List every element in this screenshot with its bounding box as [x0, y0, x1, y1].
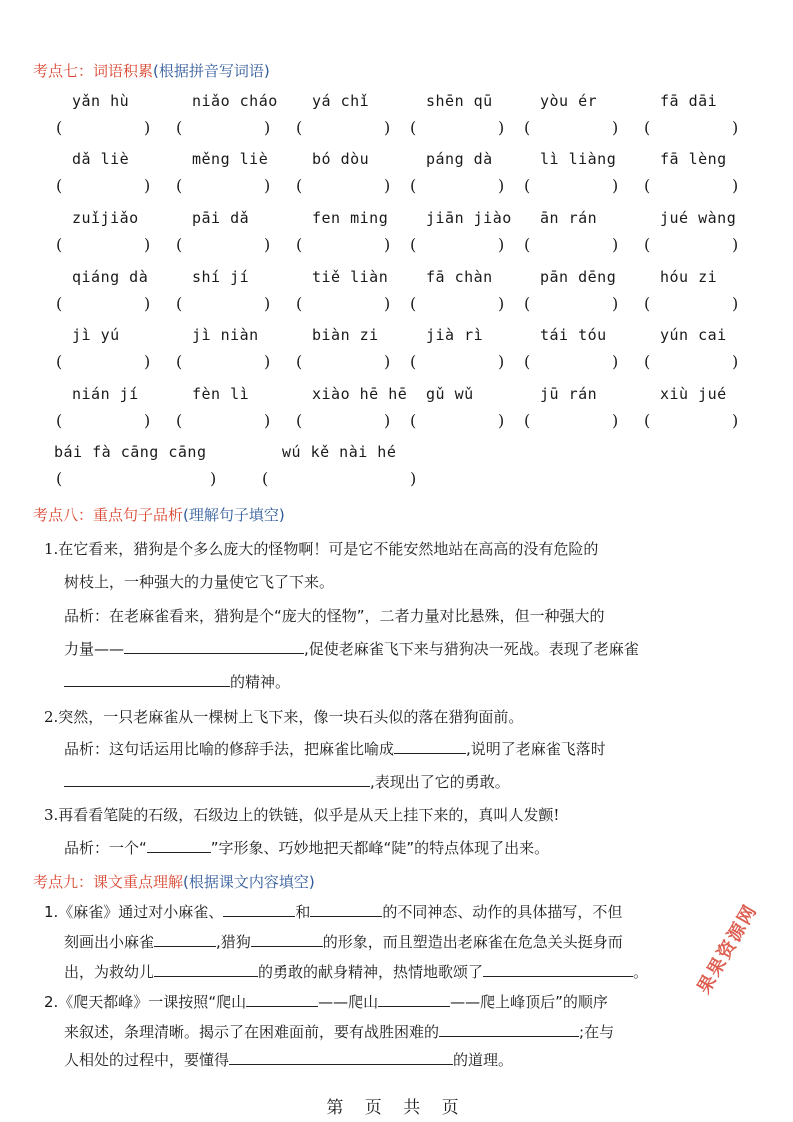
- answer-paren-open[interactable]: (: [644, 118, 651, 137]
- answer-paren-close[interactable]: ): [498, 352, 505, 371]
- section8-title-main: 考点八：重点句子品析: [33, 506, 184, 524]
- pinyin-label: fèn lì: [192, 385, 250, 403]
- answer-paren-open[interactable]: (: [644, 411, 651, 430]
- s8-q3-line1: 3.再看看笔陡的石级，石级边上的铁链，似乎是从天上挂下来的，真叫人发颤!: [44, 806, 560, 824]
- s8-q2-analysis-line1: [64, 738, 606, 759]
- pinyin-label: fā chàn: [426, 268, 493, 286]
- answer-paren-open[interactable]: (: [644, 176, 651, 195]
- s9-q2-blank1[interactable]: [246, 992, 318, 1007]
- s8-q3-a-text2: ”字形象、巧妙地把天都峰“陡”的特点体现了出来。: [210, 839, 550, 857]
- s8-q2-a2-text: ,表现出了它的勇敢。: [370, 773, 510, 791]
- answer-paren-close[interactable]: ): [144, 176, 151, 195]
- section9-title-main: 考点九：课文重点理解: [33, 873, 184, 891]
- answer-paren-close[interactable]: ): [498, 411, 505, 430]
- answer-paren-close[interactable]: ): [498, 235, 505, 254]
- answer-paren-open[interactable]: (: [56, 235, 63, 254]
- s9-q2-line2: [64, 1021, 614, 1042]
- s8-q1-line1: 1.在它看来，猎狗是个多么庞大的怪物啊！可是它不能安然地站在高高的没有危险的: [44, 540, 599, 558]
- s9-q1-l3-text2: 的勇敢的献身精神，热情地歌颂了: [258, 963, 484, 981]
- pinyin-label: pāi dǎ: [192, 209, 250, 227]
- answer-paren-close[interactable]: ): [732, 294, 739, 313]
- answer-paren-close[interactable]: ): [264, 118, 271, 137]
- pinyin-label: jū rán: [540, 385, 598, 403]
- s9-q1-line1: [44, 901, 622, 922]
- s9-q2-blank2[interactable]: [378, 992, 450, 1007]
- answer-paren-open[interactable]: (: [56, 294, 63, 313]
- answer-paren-open[interactable]: (: [644, 294, 651, 313]
- answer-paren-open[interactable]: (: [176, 352, 183, 371]
- answer-paren-close[interactable]: ): [384, 118, 391, 137]
- s8-q1-line2: 树枝上，一种强大的力量使它飞了下来。: [64, 573, 335, 591]
- s9-q2-l2-text2: ;在与: [579, 1023, 615, 1041]
- answer-paren-close[interactable]: ): [264, 294, 271, 313]
- s9-q1-l1-text3: 的不同神态、动作的具体描写，不但: [382, 903, 623, 921]
- s8-q1-blank2[interactable]: [64, 672, 230, 687]
- s9-q1-blank3[interactable]: [154, 932, 216, 947]
- answer-paren-close[interactable]: ): [264, 235, 271, 254]
- answer-paren-close[interactable]: ): [210, 469, 217, 488]
- pinyin-label: yǎn hù: [72, 92, 130, 110]
- s8-q1-a2-text1: 力量——: [64, 640, 125, 658]
- section8-title-sub: (理解句子填空): [183, 506, 285, 524]
- answer-paren-open[interactable]: (: [296, 411, 303, 430]
- answer-paren-open[interactable]: (: [56, 118, 63, 137]
- pinyin-label: dǎ liè: [72, 150, 130, 168]
- section7-title-sub: (根据拼音写词语): [153, 62, 270, 80]
- answer-paren-open[interactable]: (: [176, 235, 183, 254]
- answer-paren-close[interactable]: ): [498, 294, 505, 313]
- answer-paren-close[interactable]: ): [144, 118, 151, 137]
- answer-paren-open[interactable]: (: [410, 235, 417, 254]
- s9-q1-l3-text1: 出，为救幼儿: [64, 963, 155, 981]
- answer-paren-open[interactable]: (: [296, 118, 303, 137]
- pinyin-label: fā lèng: [660, 150, 727, 168]
- s9-q1-l2-text2: ,猎狗: [216, 933, 251, 951]
- answer-paren-close[interactable]: ): [612, 118, 619, 137]
- s9-q2-l1-text2: ——爬山: [318, 993, 379, 1011]
- answer-paren-close[interactable]: ): [612, 235, 619, 254]
- answer-paren-open[interactable]: (: [296, 294, 303, 313]
- pinyin-label: bó dòu: [312, 150, 370, 168]
- answer-paren-close[interactable]: ): [384, 235, 391, 254]
- page-footer: 第 页 共 页: [326, 1098, 467, 1118]
- s9-q2-l1-text1: 2.《爬天都峰》一课按照“爬山: [44, 993, 247, 1011]
- pinyin-label: bái fà cāng cāng: [54, 443, 207, 461]
- pinyin-label: jì yú: [72, 326, 120, 344]
- pinyin-label: niǎo cháo: [192, 92, 278, 110]
- s9-q2-blank4[interactable]: [229, 1050, 453, 1065]
- answer-paren-open[interactable]: (: [524, 352, 531, 371]
- answer-paren-close[interactable]: ): [612, 352, 619, 371]
- answer-paren-open[interactable]: (: [410, 352, 417, 371]
- s8-q1-a2-text2: ,促使老麻雀飞下来与猎狗决一死战。表现了老麻雀: [304, 640, 639, 658]
- pinyin-label: fā dāi: [660, 92, 718, 110]
- s9-q1-blank6[interactable]: [483, 962, 633, 977]
- answer-paren-close[interactable]: ): [612, 411, 619, 430]
- s9-q2-line3: [64, 1049, 513, 1070]
- s9-q1-blank5[interactable]: [154, 962, 258, 977]
- section7-title-main: 考点七：词语积累: [33, 62, 154, 80]
- pinyin-label: nián jí: [72, 385, 139, 403]
- s8-q2-analysis-line2: [64, 771, 510, 792]
- s8-q2-blank2[interactable]: [64, 772, 370, 787]
- pinyin-label: xiào hē hē: [312, 385, 408, 403]
- pinyin-label: yòu ér: [540, 92, 598, 110]
- pinyin-label: hóu zi: [660, 268, 718, 286]
- pinyin-label: shēn qū: [426, 92, 493, 110]
- section9-title-sub: (根据课文内容填空): [183, 873, 315, 891]
- answer-paren-close[interactable]: ): [384, 352, 391, 371]
- pinyin-label: fen ming: [312, 209, 389, 227]
- answer-paren-close[interactable]: ): [732, 235, 739, 254]
- pinyin-label: xiù jué: [660, 385, 727, 403]
- s9-q1-blank4[interactable]: [251, 932, 323, 947]
- s9-q2-blank3[interactable]: [439, 1022, 579, 1037]
- answer-paren-open[interactable]: (: [296, 352, 303, 371]
- section7-title: [33, 60, 270, 81]
- answer-paren-close[interactable]: ): [144, 411, 151, 430]
- answer-paren-open[interactable]: (: [410, 294, 417, 313]
- pinyin-label: jiān jiào: [426, 209, 512, 227]
- answer-paren-open[interactable]: (: [410, 411, 417, 430]
- answer-paren-close[interactable]: ): [498, 176, 505, 195]
- pinyin-label: jué wàng: [660, 209, 737, 227]
- answer-paren-close[interactable]: ): [384, 176, 391, 195]
- s8-q1-analysis-line2: [64, 638, 639, 659]
- pinyin-label: zuǐjiǎo: [72, 209, 139, 227]
- s8-q1-a3-text: 的精神。: [230, 673, 291, 691]
- pinyin-label: měng liè: [192, 150, 269, 168]
- answer-paren-open[interactable]: (: [524, 411, 531, 430]
- s9-q2-l2-text1: 来叙述，条理清晰。揭示了在困难面前，要有战胜困难的: [64, 1023, 440, 1041]
- answer-paren-open[interactable]: (: [176, 411, 183, 430]
- answer-paren-close[interactable]: ): [144, 294, 151, 313]
- pinyin-label: tái tóu: [540, 326, 607, 344]
- pinyin-label: tiě liàn: [312, 268, 389, 286]
- s8-q3-analysis-line1: [64, 837, 549, 858]
- answer-paren-open[interactable]: (: [56, 352, 63, 371]
- answer-paren-close[interactable]: ): [144, 352, 151, 371]
- s9-q1-l2-text3: 的形象，而且塑造出老麻雀在危急关头挺身而: [322, 933, 623, 951]
- s8-q2-line1: 2.突然，一只老麻雀从一棵树上飞下来，像一块石头似的落在猎狗面前。: [44, 708, 524, 726]
- section9-title: [33, 871, 315, 892]
- pinyin-label: jì niàn: [192, 326, 259, 344]
- answer-paren-open[interactable]: (: [524, 235, 531, 254]
- answer-paren-open[interactable]: (: [410, 118, 417, 137]
- s9-q2-line1: [44, 991, 608, 1012]
- pinyin-label: gǔ wǔ: [426, 385, 474, 403]
- answer-paren-close[interactable]: ): [732, 118, 739, 137]
- answer-paren-close[interactable]: ): [264, 176, 271, 195]
- pinyin-label: shí jí: [192, 268, 250, 286]
- pinyin-label: lì liàng: [540, 150, 617, 168]
- answer-paren-open[interactable]: (: [644, 352, 651, 371]
- s9-q1-l1-text2: 和: [295, 903, 311, 921]
- pinyin-label: yá chǐ: [312, 92, 370, 110]
- answer-paren-close[interactable]: ): [732, 352, 739, 371]
- answer-paren-close[interactable]: ): [732, 411, 739, 430]
- pinyin-label: páng dà: [426, 150, 493, 168]
- s8-q2-a1-text2: ,说明了老麻雀飞落时: [466, 740, 606, 758]
- answer-paren-open[interactable]: (: [524, 176, 531, 195]
- answer-paren-open[interactable]: (: [176, 118, 183, 137]
- answer-paren-open[interactable]: (: [296, 176, 303, 195]
- s8-q2-a1-text1: 品析：这句话运用比喻的修辞手法，把麻雀比喻成: [64, 740, 395, 758]
- s9-q2-l1-text3: ——爬上峰顶后”的顺序: [450, 993, 608, 1011]
- s8-q1-blank1[interactable]: [124, 639, 304, 654]
- pinyin-label: jià rì: [426, 326, 484, 344]
- s9-q2-l3-text2: 的道理。: [453, 1051, 514, 1069]
- s9-q1-blank1[interactable]: [223, 902, 295, 917]
- answer-paren-open[interactable]: (: [262, 469, 269, 488]
- answer-paren-close[interactable]: ): [612, 294, 619, 313]
- s8-q3-a-text1: 品析：一个“: [64, 839, 147, 857]
- watermark: 果果资源网: [693, 900, 762, 998]
- s8-q2-blank1[interactable]: [394, 739, 466, 754]
- answer-paren-open[interactable]: (: [56, 176, 63, 195]
- answer-paren-open[interactable]: (: [56, 469, 63, 488]
- pinyin-label: yún cai: [660, 326, 727, 344]
- answer-paren-open[interactable]: (: [296, 235, 303, 254]
- s8-q1-analysis-line3: [64, 671, 290, 692]
- s9-q1-l1-text1: 1.《麻雀》通过对小麻雀、: [44, 903, 224, 921]
- s9-q1-blank2[interactable]: [310, 902, 382, 917]
- pinyin-label: pān dēng: [540, 268, 617, 286]
- answer-paren-open[interactable]: (: [56, 411, 63, 430]
- answer-paren-close[interactable]: ): [264, 411, 271, 430]
- pinyin-label: qiáng dà: [72, 268, 149, 286]
- answer-paren-close[interactable]: ): [144, 235, 151, 254]
- s8-q3-blank[interactable]: [147, 838, 211, 853]
- answer-paren-open[interactable]: (: [524, 118, 531, 137]
- answer-paren-close[interactable]: ): [384, 294, 391, 313]
- answer-paren-open[interactable]: (: [176, 294, 183, 313]
- s9-q1-line3: [64, 961, 648, 982]
- answer-paren-close[interactable]: ): [732, 176, 739, 195]
- s8-q1-analysis-line1: 品析：在老麻雀看来，猎狗是个“庞大的怪物”，二者力量对比悬殊，但一种强大的: [64, 607, 605, 625]
- pinyin-label: biàn zi: [312, 326, 379, 344]
- pinyin-label: ān rán: [540, 209, 598, 227]
- answer-paren-close[interactable]: ): [384, 411, 391, 430]
- answer-paren-open[interactable]: (: [410, 176, 417, 195]
- answer-paren-open[interactable]: (: [176, 176, 183, 195]
- answer-paren-close[interactable]: ): [264, 352, 271, 371]
- s9-q1-l3-text3: 。: [633, 963, 649, 981]
- pinyin-label: wú kě nài hé: [282, 443, 397, 461]
- answer-paren-close[interactable]: ): [612, 176, 619, 195]
- answer-paren-close[interactable]: ): [498, 118, 505, 137]
- section8-title: [33, 504, 285, 525]
- answer-paren-open[interactable]: (: [524, 294, 531, 313]
- answer-paren-open[interactable]: (: [644, 235, 651, 254]
- s9-q2-l3-text1: 人相处的过程中，要懂得: [64, 1051, 230, 1069]
- s9-q1-line2: [64, 931, 623, 952]
- s9-q1-l2-text1: 刻画出小麻雀: [64, 933, 155, 951]
- answer-paren-close[interactable]: ): [410, 469, 417, 488]
